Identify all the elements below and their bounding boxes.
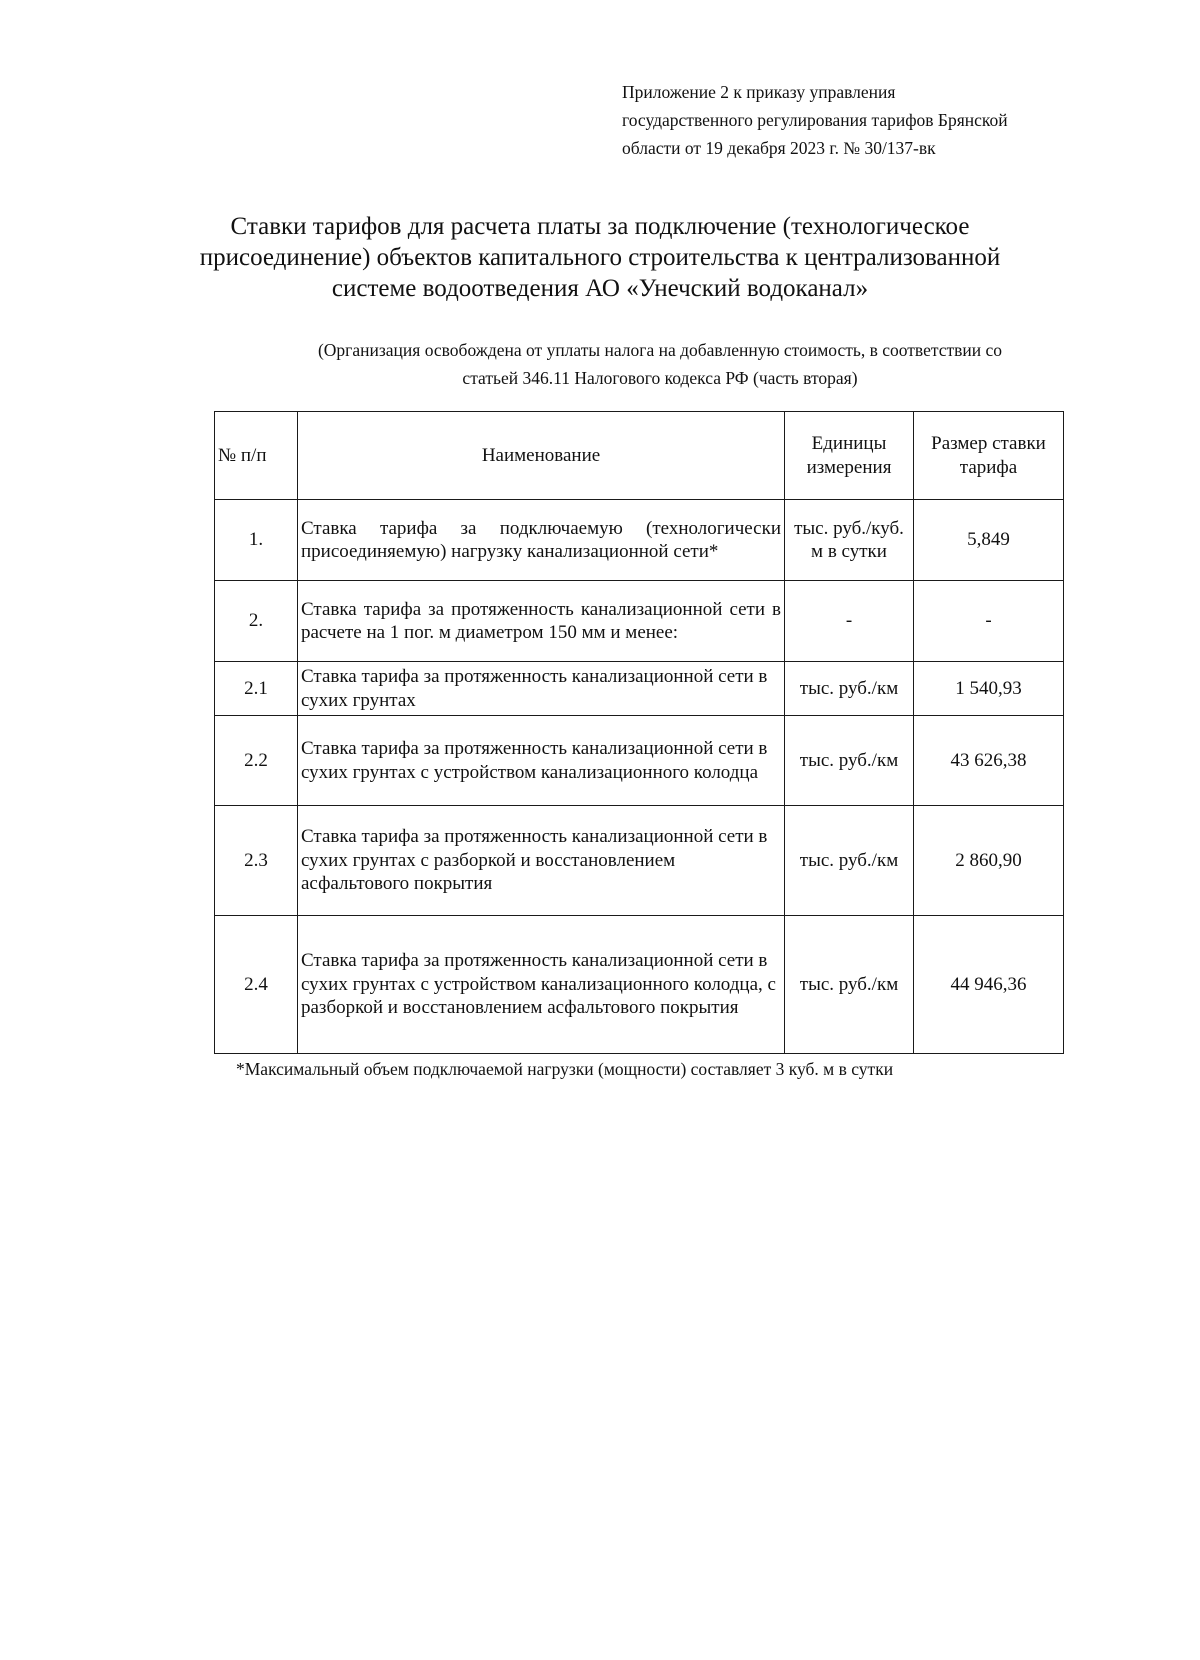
table-header-row [215, 412, 1064, 500]
appendix-line: Приложение 2 к приказу управления [622, 82, 896, 102]
appendix-line: области от 19 декабря 2023 г. № 30/137-вк [622, 138, 936, 158]
vat-exemption-note [230, 336, 1090, 392]
row-name: Ставка тарифа за протяженность канализационной сети в сухих грунтах с разборкой и восстановлением асфальтового покрытия [298, 806, 785, 916]
row-name: Ставка тарифа за подключаемую (технологически присоединяемую) нагрузку канализационной сети* [298, 500, 785, 581]
appendix-line: государственного регулирования тарифов Брянской [622, 110, 1008, 130]
row-number: 2.3 [215, 806, 298, 916]
table-row [215, 581, 1064, 662]
row-unit: тыс. руб./км [785, 716, 914, 806]
tariff-table [214, 411, 1064, 1054]
row-number: 2.4 [215, 916, 298, 1054]
title-line: присоединение) объектов капитального строительства к централизованной [199, 244, 1001, 271]
footnote: *Максимальный объем подключаемой нагрузки (мощности) составляет 3 куб. м в сутки [236, 1059, 894, 1079]
table-row [215, 662, 1064, 716]
row-name: Ставка тарифа за протяженность канализационной сети в расчете на 1 пог. м диаметром 150 мм и менее: [298, 581, 785, 662]
row-unit: тыс. руб./км [785, 916, 914, 1054]
document-title [140, 211, 1060, 304]
row-name: Ставка тарифа за протяженность канализационной сети в сухих грунтах [298, 662, 785, 716]
vat-note-line: (Организация освобождена от уплаты налога на добавленную стоимость, в соответствии со [317, 340, 1003, 360]
table-row [215, 500, 1064, 581]
vat-note-line: статьей 346.11 Налогового кодекса РФ (часть вторая) [462, 368, 858, 388]
row-value: 1 540,93 [914, 662, 1064, 716]
appendix-reference [622, 78, 1102, 162]
title-line: системе водоотведения АО «Унечский водоканал» [331, 275, 869, 302]
table-row [215, 916, 1064, 1054]
header-unit: Единицы измерения [785, 412, 914, 500]
table-row [215, 806, 1064, 916]
row-unit: - [785, 581, 914, 662]
row-unit: тыс. руб./км [785, 662, 914, 716]
row-value: 43 626,38 [914, 716, 1064, 806]
title-line: Ставки тарифов для расчета платы за подключение (технологическое [230, 213, 970, 240]
row-name: Ставка тарифа за протяженность канализационной сети в сухих грунтах с устройством канализационного колодца, с разборкой и восстановлением асфальтового покрытия [298, 916, 785, 1054]
row-value: 5,849 [914, 500, 1064, 581]
row-name: Ставка тарифа за протяженность канализационной сети в сухих грунтах с устройством канализационного колодца [298, 716, 785, 806]
header-name: Наименование [298, 412, 785, 500]
row-unit: тыс. руб./км [785, 806, 914, 916]
row-number: 1. [215, 500, 298, 581]
row-number: 2.2 [215, 716, 298, 806]
row-value: 44 946,36 [914, 916, 1064, 1054]
table-row [215, 716, 1064, 806]
row-unit: тыс. руб./куб. м в сутки [785, 500, 914, 581]
header-value: Размер ставки тарифа [914, 412, 1064, 500]
row-number: 2. [215, 581, 298, 662]
row-value: - [914, 581, 1064, 662]
row-number: 2.1 [215, 662, 298, 716]
row-value: 2 860,90 [914, 806, 1064, 916]
header-number: № п/п [215, 412, 298, 500]
